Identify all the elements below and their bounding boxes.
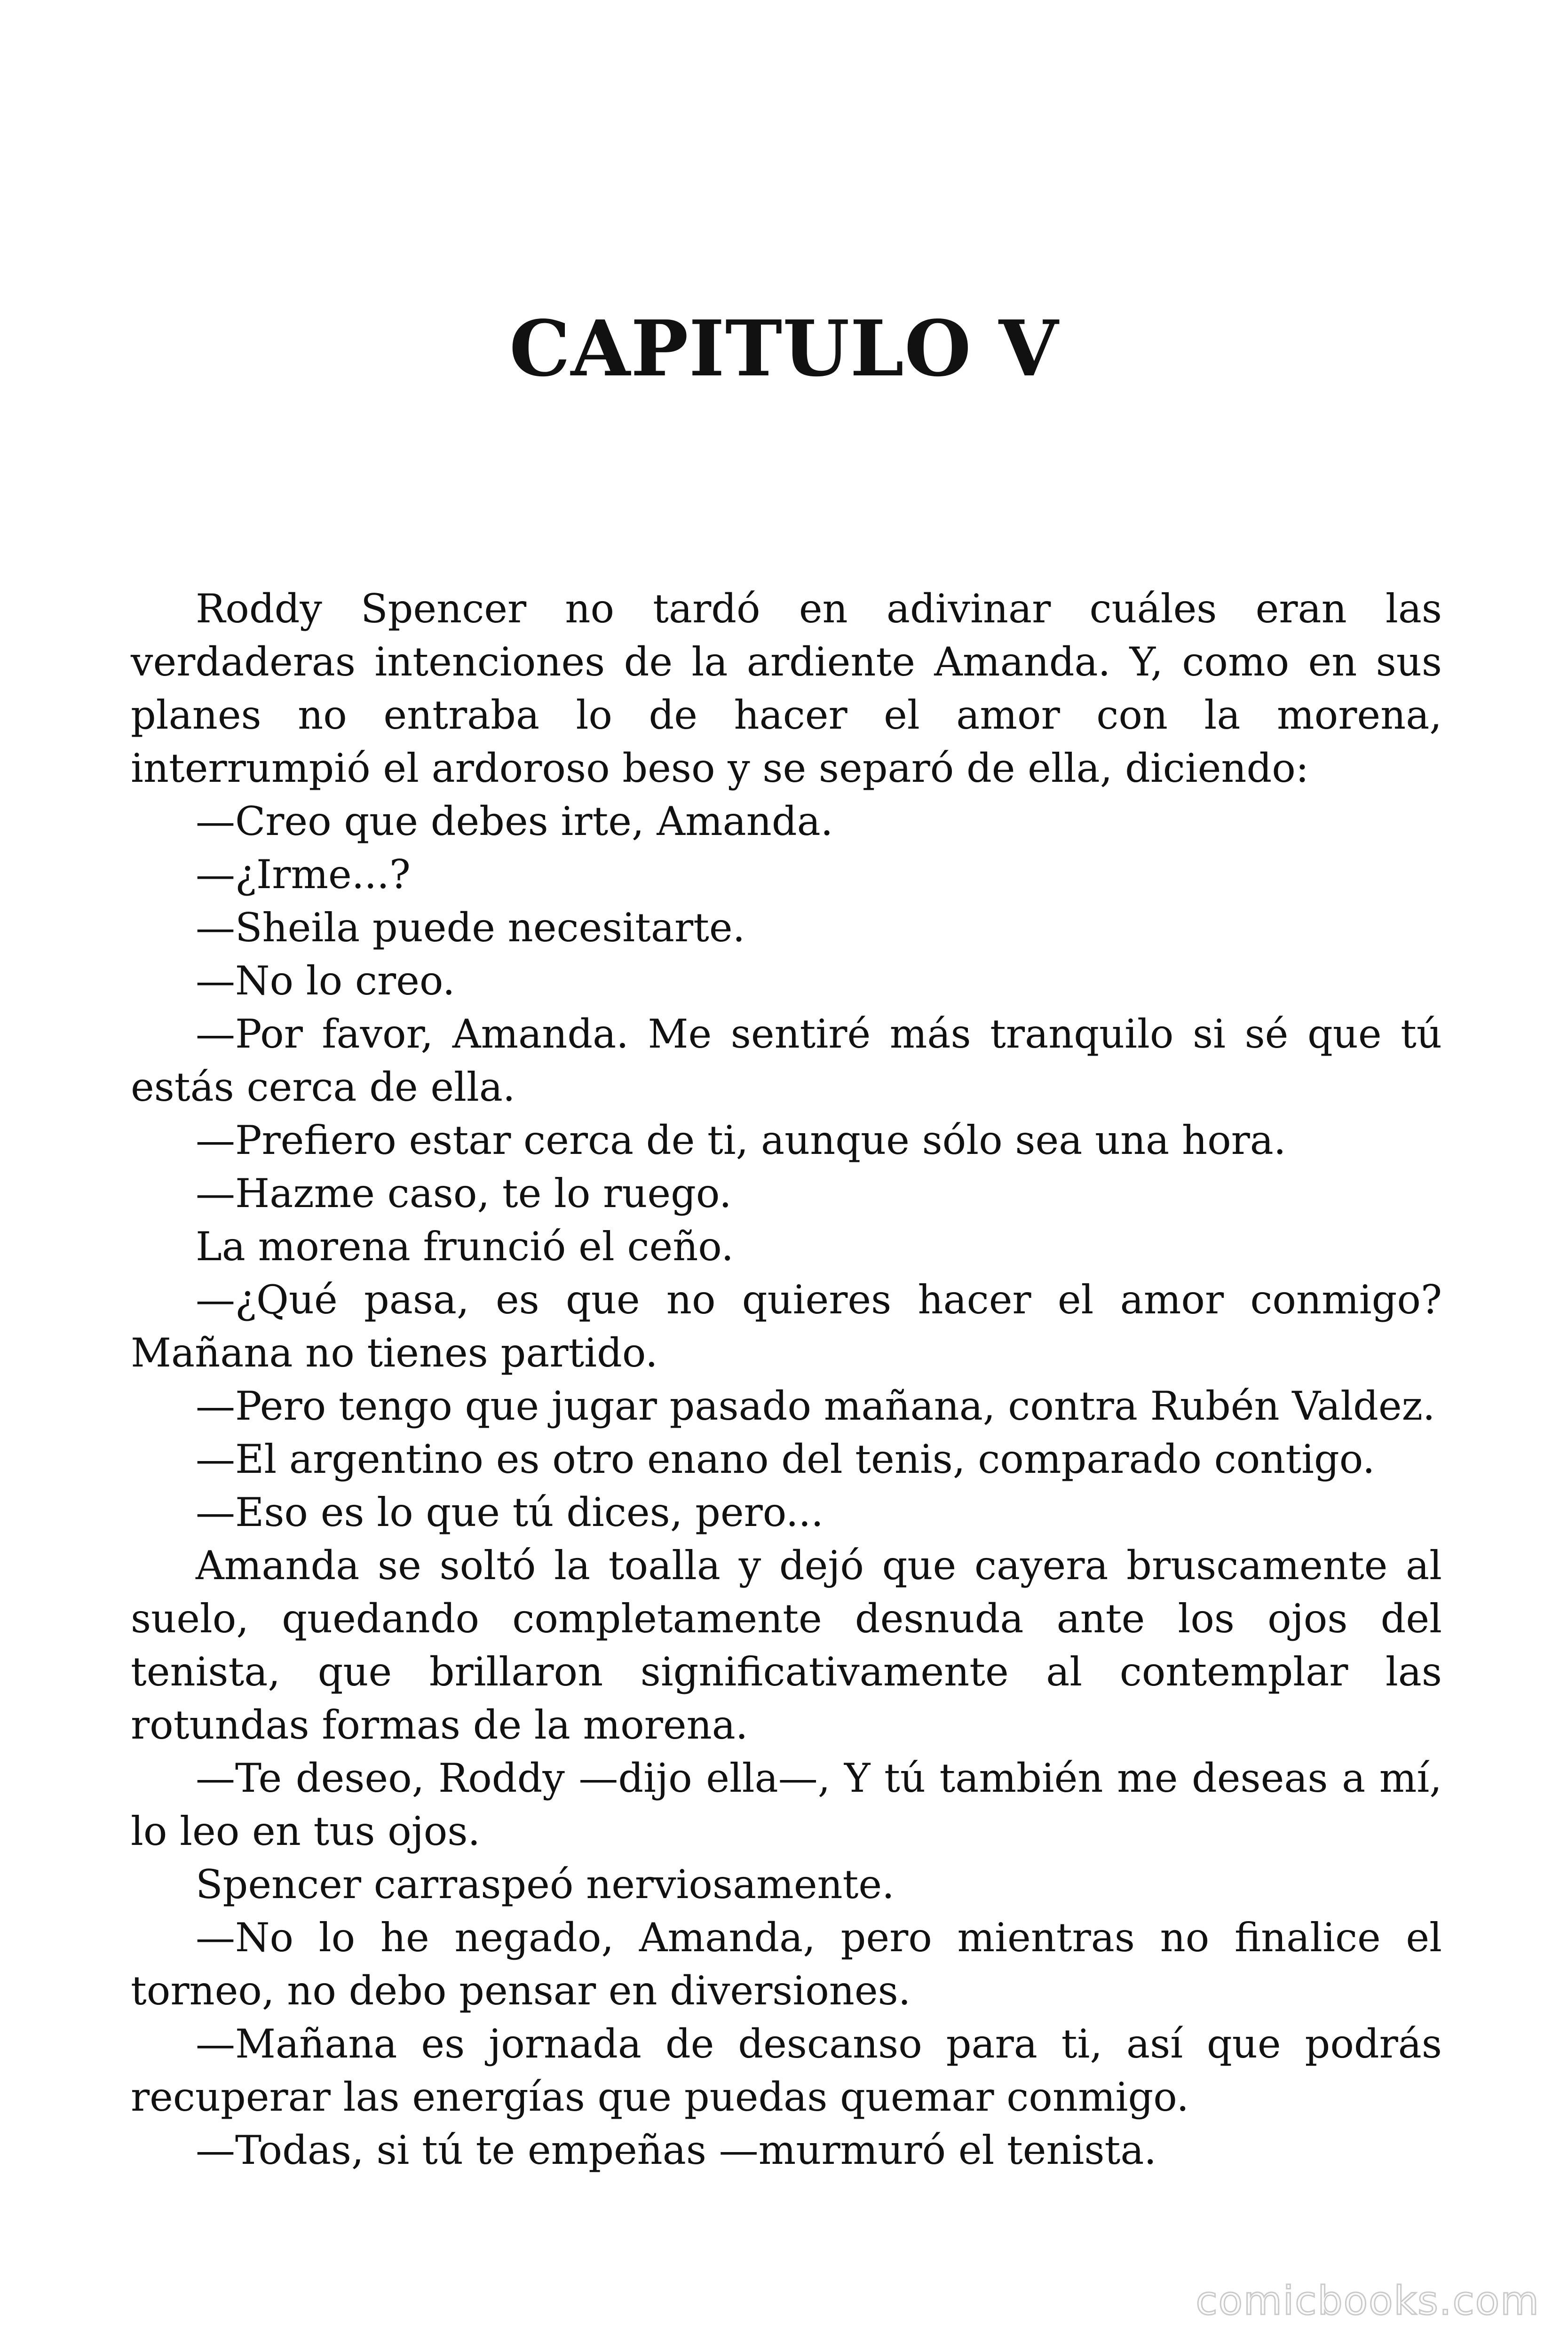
paragraph: —No lo he negado, Amanda, pero mientras no finalice el torneo, no debo pensar en diversiones. (131, 1915, 1442, 2014)
paragraph: —Por favor, Amanda. Me sentiré más tranquilo si sé que tú estás cerca de ella. (131, 1011, 1442, 1110)
paragraph: —Prefiero estar cerca de ti, aunque sólo sea una hora. (196, 1117, 1286, 1163)
paragraph: Roddy Spencer no tardó en adivinar cuáles eran las verdaderas intenciones de la ardiente Amanda. Y, como en sus planes no entraba lo de hacer el amor con la morena, interrumpió el ardoroso beso y se separó de ella, diciendo: (131, 586, 1442, 791)
paragraph: —Creo que debes irte, Amanda. (196, 798, 833, 844)
paragraph: Spencer carraspeó nerviosamente. (196, 1861, 895, 1907)
chapter-body (131, 582, 1442, 2177)
paragraph: —Te deseo, Roddy —dijo ella—, Y tú también me deseas a mí, lo leo en tus ojos. (131, 1755, 1442, 1854)
paragraph: —Eso es lo que tú dices, pero... (196, 1489, 824, 1535)
paragraph: —¿Irme...? (196, 851, 411, 898)
paragraph: —Hazme caso, te lo ruego. (196, 1170, 732, 1216)
paragraph: La morena frunció el ceño. (196, 1224, 734, 1270)
paragraph: —Sheila puede necesitarte. (196, 905, 745, 951)
paragraph: —¿Qué pasa, es que no quieres hacer el amor conmigo? Mañana no tienes partido. (131, 1277, 1442, 1376)
paragraph: —Pero tengo que jugar pasado mañana, contra Rubén Valdez. (196, 1383, 1435, 1429)
watermark: comicbooks.com (1196, 2278, 1540, 2324)
paragraph: Amanda se soltó la toalla y dejó que cayera bruscamente al suelo, quedando completamente desnuda ante los ojos del tenista, que brillaron significativamente al contemplar las rotundas formas de la morena. (131, 1542, 1442, 1748)
paragraph: —El argentino es otro enano del tenis, comparado contigo. (196, 1436, 1375, 1482)
paragraph: —Todas, si tú te empeñas —murmuró el tenista. (196, 2127, 1157, 2173)
chapter-title: CAPITULO V (509, 304, 1059, 394)
paragraph: —Mañana es jornada de descanso para ti, así que podrás recuperar las energías que puedas quemar conmigo. (131, 2021, 1442, 2120)
paragraph: —No lo creo. (196, 958, 455, 1004)
